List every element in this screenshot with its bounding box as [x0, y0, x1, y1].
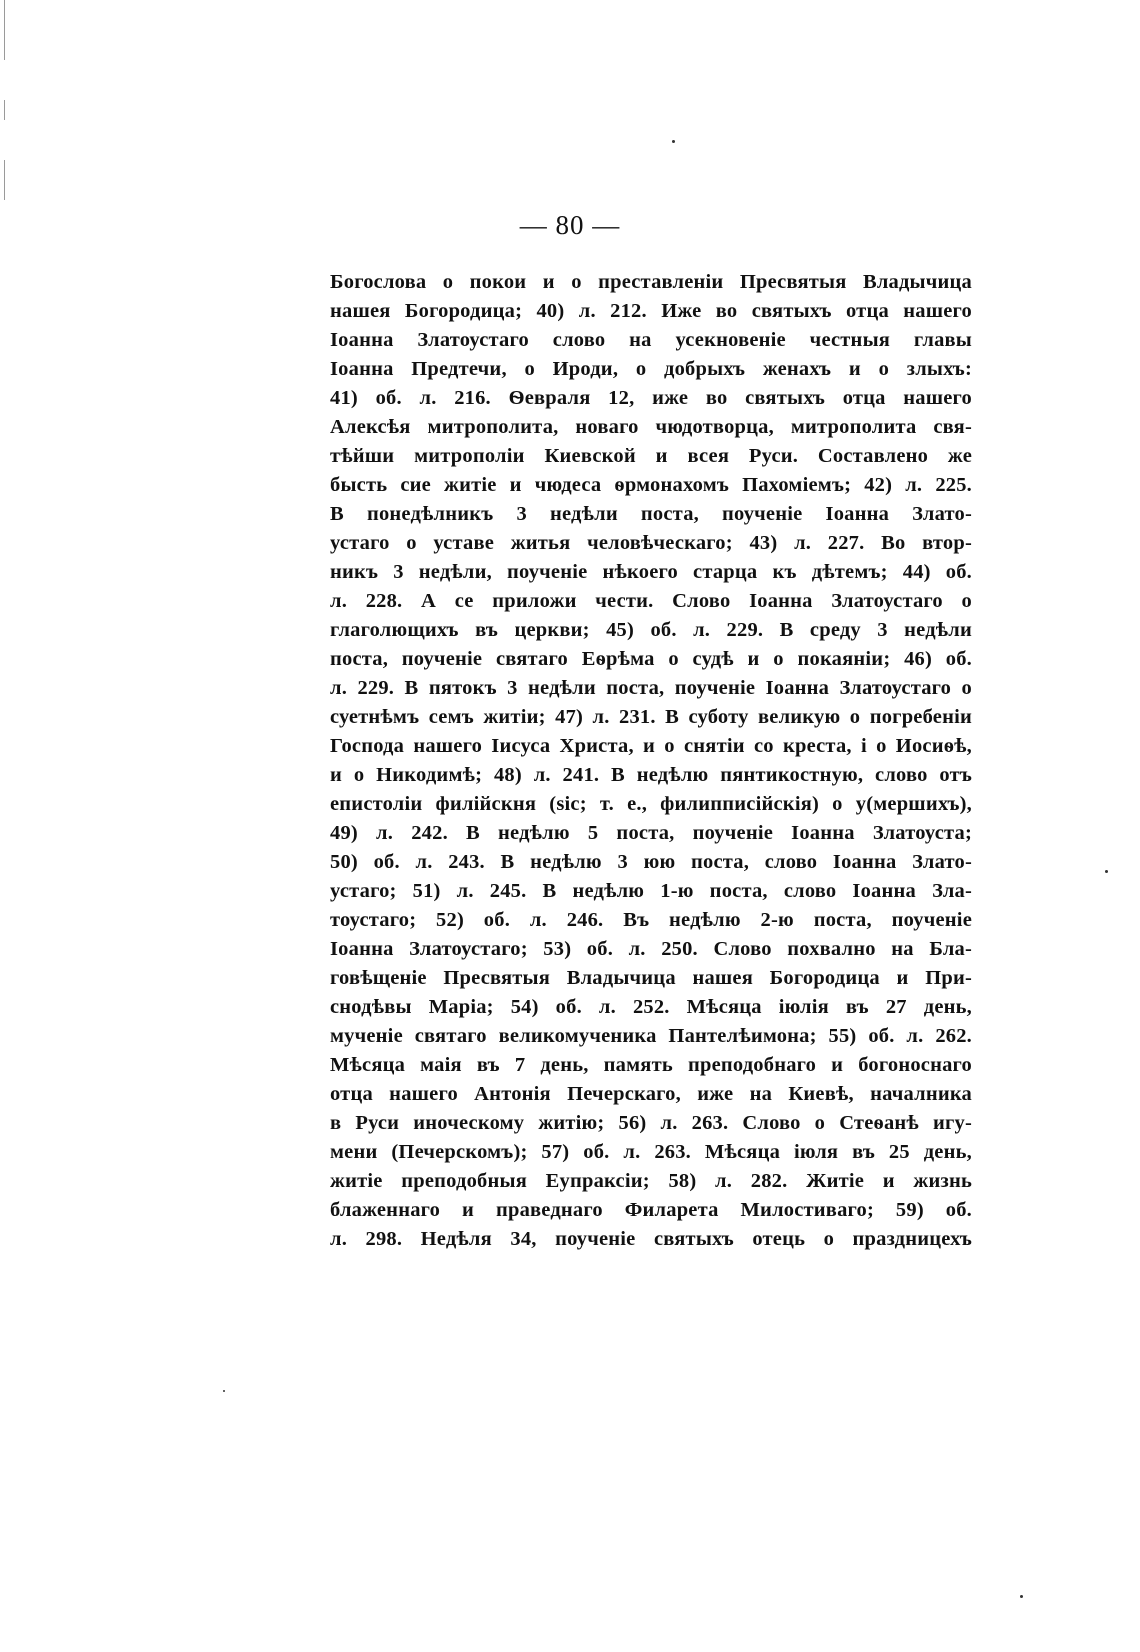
text-line	[330, 645, 972, 674]
text-line-content: Мѣсяца маія въ 7 день, память преподобнаго и богоноснаго	[330, 1054, 972, 1076]
text-line	[330, 616, 972, 645]
text-line-content: 49) л. 242. В недѣлю 5 поста, поученіе Іоанна Златоуста;	[330, 822, 972, 844]
text-line-content: блаженнаго и праведнаго Филарета Милостиваго; 59) об.	[330, 1199, 972, 1221]
text-line	[330, 587, 972, 616]
text-line-content: отца нашего Антонія Печерскаго, иже на Киевѣ, началника	[330, 1083, 972, 1105]
text-line	[330, 500, 972, 529]
text-line-content: тѣйши митрополіи Киевской и всея Руси. Составлено же	[330, 445, 972, 467]
scan-edge-mark	[4, 100, 5, 120]
text-line-content: мученіе святаго великомученика Пантелѣимона; 55) об. л. 262.	[330, 1025, 972, 1047]
text-line-content: мени (Печерскомъ); 57) об. л. 263. Мѣсяца іюля въ 25 день,	[330, 1141, 972, 1163]
text-line-content: глаголющихъ въ церкви; 45) об. л. 229. В среду 3 недѣли	[330, 619, 972, 641]
text-line-content: Іоанна Златоустаго слово на усекновеніе честныя главы	[330, 329, 972, 351]
text-line	[330, 732, 972, 761]
text-line-content: снодѣвы Маріа; 54) об. л. 252. Мѣсяца іюлія въ 27 день,	[330, 996, 972, 1018]
text-line	[330, 268, 972, 297]
text-line-content: л. 298. Недѣля 34, поученіе святыхъ отець о праздницехъ	[330, 1228, 972, 1250]
text-line-content: бысть сие житіе и чюдеса ѳрмонахомъ Пахоміемъ; 42) л. 225.	[330, 474, 972, 496]
text-line-content: В понедѣлникъ 3 недѣли поста, поученіе Іоанна Злато-	[330, 503, 972, 525]
text-line	[330, 877, 972, 906]
text-line	[330, 1022, 972, 1051]
scan-speck	[1020, 1595, 1023, 1598]
text-line-content: житіе преподобныя Еупраксіи; 58) л. 282. Житіе и жизнь	[330, 1170, 972, 1192]
text-line-content: суетнѣмъ семъ житіи; 47) л. 231. В суботу великую о погребеніи	[330, 706, 972, 728]
text-line	[330, 1051, 972, 1080]
text-line-content: и о Никодимѣ; 48) л. 241. В недѣлю пянтикостную, слово отъ	[330, 764, 972, 786]
text-line	[330, 906, 972, 935]
text-line	[330, 384, 972, 413]
text-line-content: в Руси иноческому житію; 56) л. 263. Слово о Стеѳанѣ игу-	[330, 1112, 972, 1134]
text-line	[330, 355, 972, 384]
text-line	[330, 1196, 972, 1225]
text-line-content: епистоліи филійскня (sic; т. е., филипписійскія) о у(мершихъ),	[330, 793, 972, 815]
text-line	[330, 790, 972, 819]
text-line	[330, 848, 972, 877]
text-line-content: говѣщеніе Пресвятыя Владычица нашея Богородица и При-	[330, 967, 972, 989]
text-line-content: устаго; 51) л. 245. В недѣлю 1-ю поста, слово Іоанна Зла-	[330, 880, 972, 902]
text-line	[330, 1225, 972, 1254]
text-line-content: Богослова о покои и о преставленіи Пресвятыя Владычица	[330, 271, 972, 293]
text-line-content: поста, поученіе святаго Еѳрѣма о судѣ и о покаяніи; 46) об.	[330, 648, 972, 670]
text-line	[330, 1167, 972, 1196]
text-line-content: Господа нашего Іисуса Христа, и о снятіи со креста, і о Иосиѳѣ,	[330, 735, 972, 757]
text-line-content: устаго о уставе житья человѣческаго; 43) л. 227. Во втор-	[330, 532, 972, 554]
scan-speck	[672, 140, 675, 143]
text-line-content: Алексѣя митрополита, новаго чюдотворца, митрополита свя-	[330, 416, 972, 438]
text-line-content: 50) об. л. 243. В недѣлю 3 юю поста, слово Іоанна Злато-	[330, 851, 972, 873]
body-text	[330, 268, 972, 1254]
text-line	[330, 442, 972, 471]
text-line	[330, 1080, 972, 1109]
text-line	[330, 761, 972, 790]
text-line	[330, 326, 972, 355]
scan-edge-mark	[4, 0, 5, 60]
text-line-content: Іоанна Златоустаго; 53) об. л. 250. Слово похвално на Бла-	[330, 938, 972, 960]
text-line-content: нашея Богородица; 40) л. 212. Иже во святыхъ отца нашего	[330, 300, 972, 322]
text-line	[330, 964, 972, 993]
text-line	[330, 471, 972, 500]
text-line	[330, 1138, 972, 1167]
text-line-content: никъ 3 недѣли, поученіе нѣкоего старца къ дѣтемъ; 44) об.	[330, 561, 972, 583]
text-line-content: 41) об. л. 216. Ѳевраля 12, иже во святыхъ отца нашего	[330, 387, 972, 409]
scan-edge-mark	[4, 160, 5, 200]
text-line	[330, 1109, 972, 1138]
text-line	[330, 993, 972, 1022]
scan-speck	[1105, 870, 1108, 873]
text-line-content: л. 229. В пятокъ 3 недѣли поста, поученіе Іоанна Златоустаго о	[330, 677, 972, 699]
text-line	[330, 819, 972, 848]
text-line	[330, 703, 972, 732]
page-number: — 80 —	[519, 210, 621, 240]
text-line-content: Іоанна Предтечи, о Ироди, о добрыхъ женахъ и о злыхъ:	[330, 358, 972, 380]
text-line	[330, 413, 972, 442]
text-line	[330, 297, 972, 326]
text-line	[330, 558, 972, 587]
scan-speck	[223, 1390, 225, 1392]
text-line	[330, 529, 972, 558]
text-line-content: тоустаго; 52) об. л. 246. Въ недѣлю 2-ю поста, поученіе	[330, 909, 972, 931]
text-line-content: л. 228. А се приложи чести. Слово Іоанна Златоустаго о	[330, 590, 972, 612]
text-line	[330, 674, 972, 703]
text-line	[330, 935, 972, 964]
